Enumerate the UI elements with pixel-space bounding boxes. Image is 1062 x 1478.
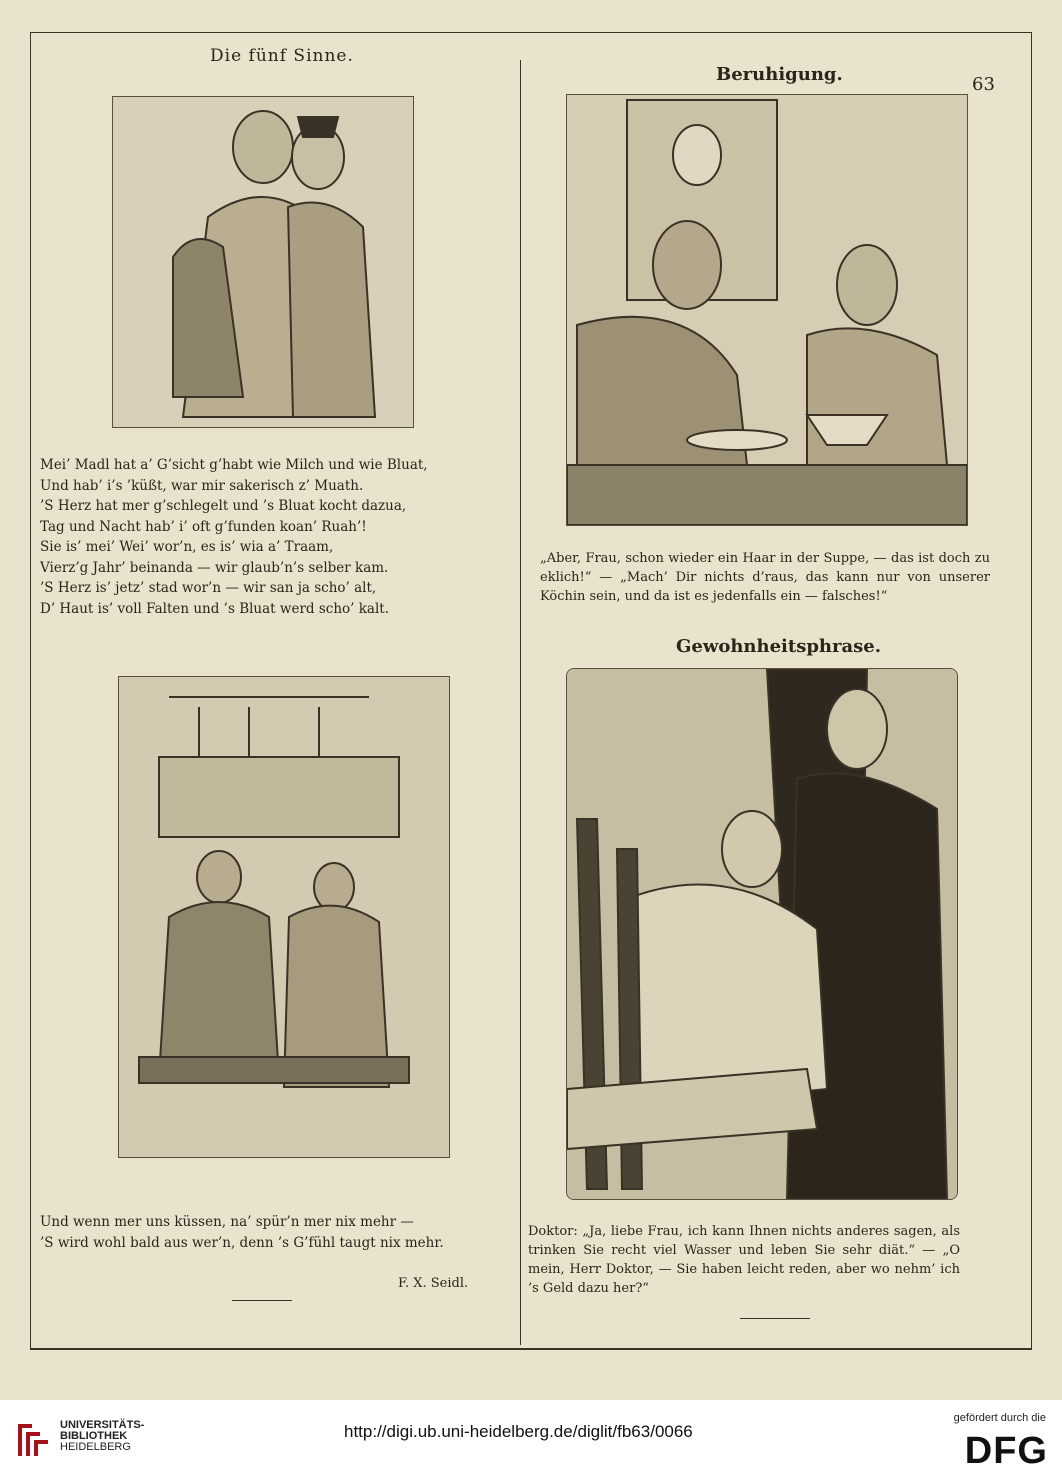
illustration-doctor [566, 668, 958, 1200]
short-rule [740, 1318, 810, 1319]
library-name [60, 1420, 144, 1453]
library-line-2: BIBLIOTHEK [60, 1430, 128, 1442]
illustration-couple-young [112, 96, 414, 428]
illustration-soup-couple [566, 94, 968, 526]
page-number: 63 [972, 74, 995, 95]
poem-line: Und wenn mer uns küssen, na’ spür’n mer nix mehr — [40, 1214, 414, 1230]
poem-line: Und hab’ i’s ’küßt, war mir sakerisch z’ Muath. [40, 477, 364, 494]
footer-bar [0, 1400, 1062, 1478]
poem-line: D’ Haut is’ voll Falten und ’s Bluat werd scho’ kalt. [40, 600, 389, 617]
poem-closing [40, 1212, 444, 1253]
poem-line: Vierz’g Jahr’ beinanda — wir glaub’n’s selber kam. [40, 559, 389, 576]
author-signature: F. X. Seidl. [398, 1276, 469, 1291]
poem-line: Sie is’ mei’ Wei’ wor’n, es is’ wia a’ Traam, [40, 539, 334, 555]
right-title-1: Beruhigung. [716, 64, 843, 85]
permalink-url[interactable]: http://digi.ub.uni-heidelberg.de/diglit/fb63/0066 [344, 1422, 693, 1441]
bottom-rule [30, 1348, 1032, 1350]
short-rule [232, 1300, 292, 1301]
poem-line: ’S Herz is’ jetz’ stad wor’n — wir san ja scho’ alt, [40, 580, 377, 596]
poem-line: ’S wird wohl bald aus wer’n, denn ’s G’fühl taugt nix mehr. [40, 1234, 444, 1251]
right-title-2: Gewohnheitsphrase. [676, 636, 881, 657]
caption-gewohnheitsphrase: Doktor: „Ja, liebe Frau, ich kann Ihnen nichts anderes sagen, als trinken Sie recht viel Wasser und leben Sie sehr diät.“ — „O mein, Herr Doktor, — Sie haben leicht reden, aber wo nehm’ ich ’s Geld dazu her?“ [528, 1224, 960, 1296]
library-line-1: UNIVERSITÄTS- [60, 1419, 145, 1431]
poem-line: Tag und Nacht hab’ i’ oft g’funden koan’ Ruah’! [40, 518, 367, 535]
caption-beruhigung: „Aber, Frau, schon wieder ein Haar in der Suppe, — das ist doch zu eklich!“ — „Mach’ Dir nichts d’raus, das kann nur von unserer Köchin sein, und da ist es jedenfalls ein — falsches!“ [540, 551, 990, 604]
poem-line: Mei’ Madl hat a’ G’sicht g’habt wie Milch und wie Bluat, [40, 457, 428, 473]
university-library-logo-icon [14, 1420, 54, 1460]
left-title: Die fünf Sinne. [210, 46, 354, 66]
poem-stanza [40, 455, 428, 619]
library-line-3: HEIDELBERG [60, 1441, 131, 1453]
column-divider [520, 60, 521, 1345]
poem-line: ’S Herz hat mer g’schlegelt und ’s Bluat kocht dazua, [40, 498, 407, 514]
illustration-couple-old [118, 676, 450, 1158]
dfg-logo: DFG [964, 1430, 1048, 1472]
funding-note: gefördert durch die [953, 1412, 1046, 1424]
